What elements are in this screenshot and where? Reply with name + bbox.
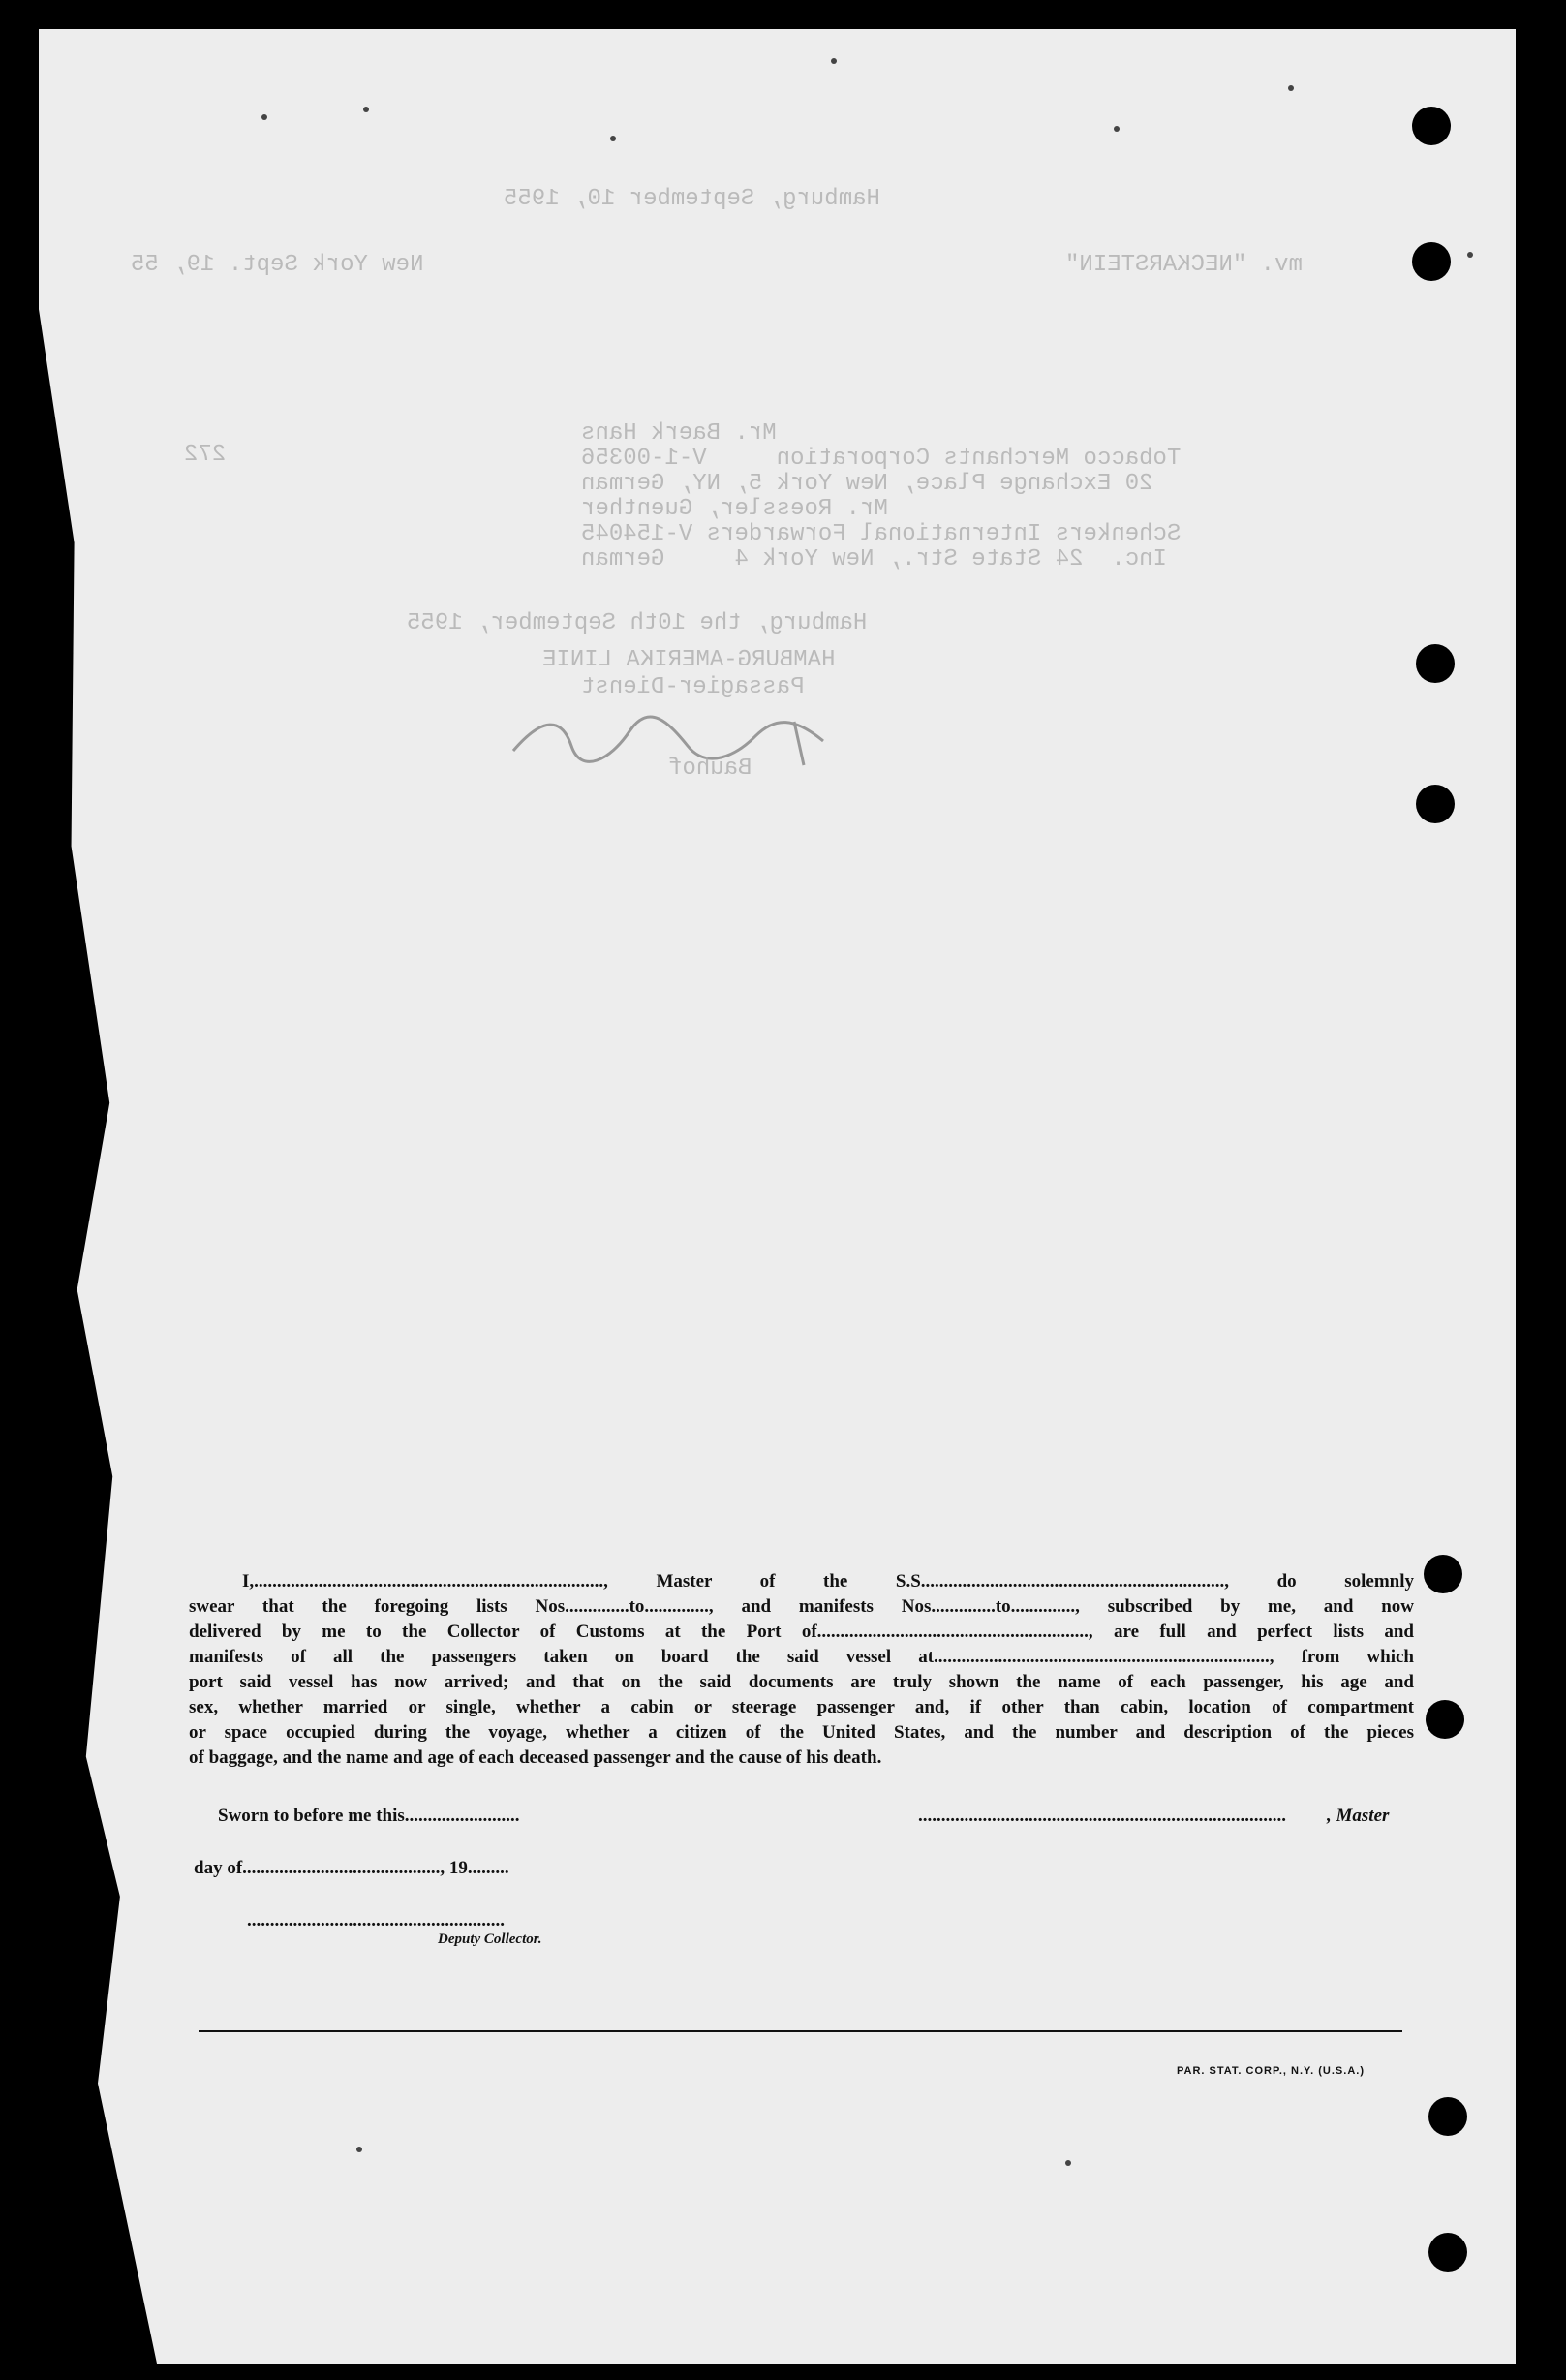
manifest-sheet bbox=[39, 29, 1516, 2364]
speck bbox=[261, 114, 267, 120]
punch-hole bbox=[1412, 242, 1451, 281]
bleed-record-line: Schenkers International Forwarders V-154045 bbox=[581, 521, 1182, 547]
bleed-ship-line: mv. "NECKARSTEIN" bbox=[1065, 252, 1303, 278]
bleed-record-line: Mr. Roessler, Guenther bbox=[581, 496, 888, 522]
bleed-header-line: Hamburg, September 10, 1955 bbox=[504, 186, 880, 212]
bleed-signature-line: HAMBURG-AMERIKA LINIE bbox=[542, 647, 836, 673]
deputy-collector-label: Deputy Collector. bbox=[438, 1932, 542, 1947]
punch-hole bbox=[1424, 1555, 1462, 1593]
speck bbox=[356, 2147, 362, 2152]
sworn-label: Sworn to before me this......................... bbox=[218, 1806, 520, 1826]
day-of-label: day of..........................................., 19......... bbox=[194, 1858, 509, 1878]
speck bbox=[1288, 85, 1294, 91]
oath-line-last: of baggage, and the name and age of each deceased passenger and the cause of his death. bbox=[189, 1747, 882, 1768]
oath-paragraph bbox=[189, 1569, 1414, 1771]
oath-line: I,............................................................................, Master of the S.S.................................................................., do solemnly bbox=[242, 1571, 1414, 1592]
bleed-record-line: Tobacco Merchants Corporation V-1-00356 bbox=[581, 446, 1182, 472]
oath-line: manifests of all the passengers taken on board the said vessel at........................................................................., from which bbox=[189, 1647, 1414, 1667]
speck bbox=[363, 107, 369, 112]
printer-mark: PAR. STAT. CORP., N.Y. (U.S.A.) bbox=[1177, 2065, 1365, 2077]
punch-hole bbox=[1416, 785, 1455, 823]
bleed-record-line: 20 Exchange Place, New York 5, NY, German bbox=[581, 471, 1153, 497]
bleed-signature-line: Hamburg, the 10th September, 1955 bbox=[407, 610, 868, 636]
bleed-record-line: Inc. 24 State Str., New York 4 German bbox=[581, 546, 1167, 572]
oath-line: sex, whether married or single, whether a cabin or steerage passenger and, if other than cabin, location of compartment bbox=[189, 1697, 1414, 1717]
bleed-record-line: Mr. Baerk Hans bbox=[581, 420, 777, 447]
bottom-rule bbox=[199, 2030, 1402, 2032]
speck bbox=[610, 136, 616, 141]
punch-hole bbox=[1426, 1700, 1464, 1739]
oath-line: delivered by me to the Collector of Customs at the Port of..........................................................., are full and perfect lists and bbox=[189, 1622, 1414, 1642]
deputy-signature-line: ........................................................ bbox=[247, 1910, 505, 1931]
master-label: , Master bbox=[1327, 1806, 1390, 1826]
bleed-ship-line-right: New York Sept. 19, 55 bbox=[131, 252, 424, 278]
bleed-signatory: Bauhof bbox=[668, 756, 752, 782]
oath-line: port said vessel has now arrived; and that on the said documents are truly shown the name of each passenger, his age and bbox=[189, 1672, 1414, 1692]
speck bbox=[1114, 126, 1120, 132]
master-signature-line: ................................................................................ bbox=[918, 1806, 1286, 1826]
punch-hole bbox=[1428, 2233, 1467, 2272]
speck bbox=[1467, 252, 1473, 258]
punch-hole bbox=[1412, 107, 1451, 145]
speck bbox=[831, 58, 837, 64]
bleed-signature-line: Passagier-Dienst bbox=[581, 674, 805, 700]
oath-line: swear that the foregoing lists Nos..............to.............., and manifests Nos..............to.............., subscribed by me, and now bbox=[189, 1596, 1414, 1617]
punch-hole bbox=[1416, 644, 1455, 683]
speck bbox=[1065, 2160, 1071, 2166]
oath-line: or space occupied during the voyage, whether a citizen of the United States, and the number and description of the pieces bbox=[189, 1722, 1414, 1743]
bleed-record-number: 272 bbox=[184, 442, 227, 468]
punch-hole bbox=[1428, 2097, 1467, 2136]
